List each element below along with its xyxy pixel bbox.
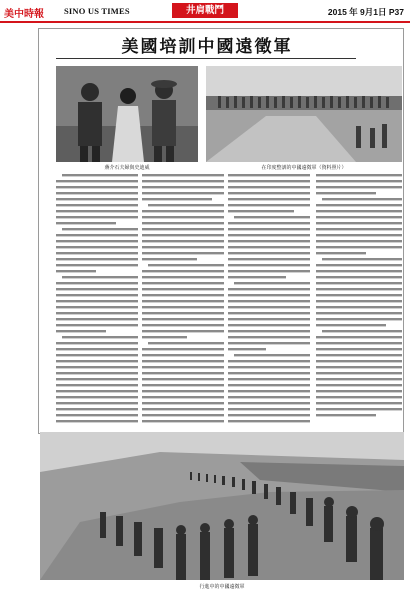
article-headline: 美國培訓中國遠徵軍 (121, 37, 293, 57)
page-number: P37 (388, 7, 404, 17)
headline-rule (56, 58, 356, 59)
column-text-lines (316, 172, 402, 430)
column-text-lines (228, 172, 310, 430)
photo-caption: 在印度整訓的中國遠徵軍（資料照片） (261, 165, 347, 171)
article-column-1 (56, 172, 138, 430)
photo-caption: 蔣介石夫婦與史迪威 (104, 165, 150, 171)
header-rule (0, 21, 410, 23)
article-column-3 (228, 172, 310, 430)
page-header (0, 0, 410, 22)
photo-chiang-and-stilwell (56, 66, 198, 162)
date-text: 2015 年 9月1日 (327, 7, 387, 17)
article-column-2 (142, 172, 224, 430)
photo-caption: 行進中的中國遠徵軍 (199, 584, 245, 590)
photo-figures (56, 66, 198, 162)
photo-training-in-india (206, 66, 402, 162)
masthead-english-name: SINO US TIMES (64, 6, 130, 16)
section-label: 井肩戰鬥 (172, 3, 238, 18)
issue-date (328, 6, 404, 18)
photo-marching-column (40, 432, 404, 580)
column-text-lines (142, 172, 224, 430)
photo-marching-troops (40, 432, 404, 580)
masthead-logo: 美中時報 (4, 9, 44, 20)
article-column-4 (316, 172, 402, 430)
photo-troops-field (206, 66, 402, 162)
column-text-lines (56, 172, 138, 430)
